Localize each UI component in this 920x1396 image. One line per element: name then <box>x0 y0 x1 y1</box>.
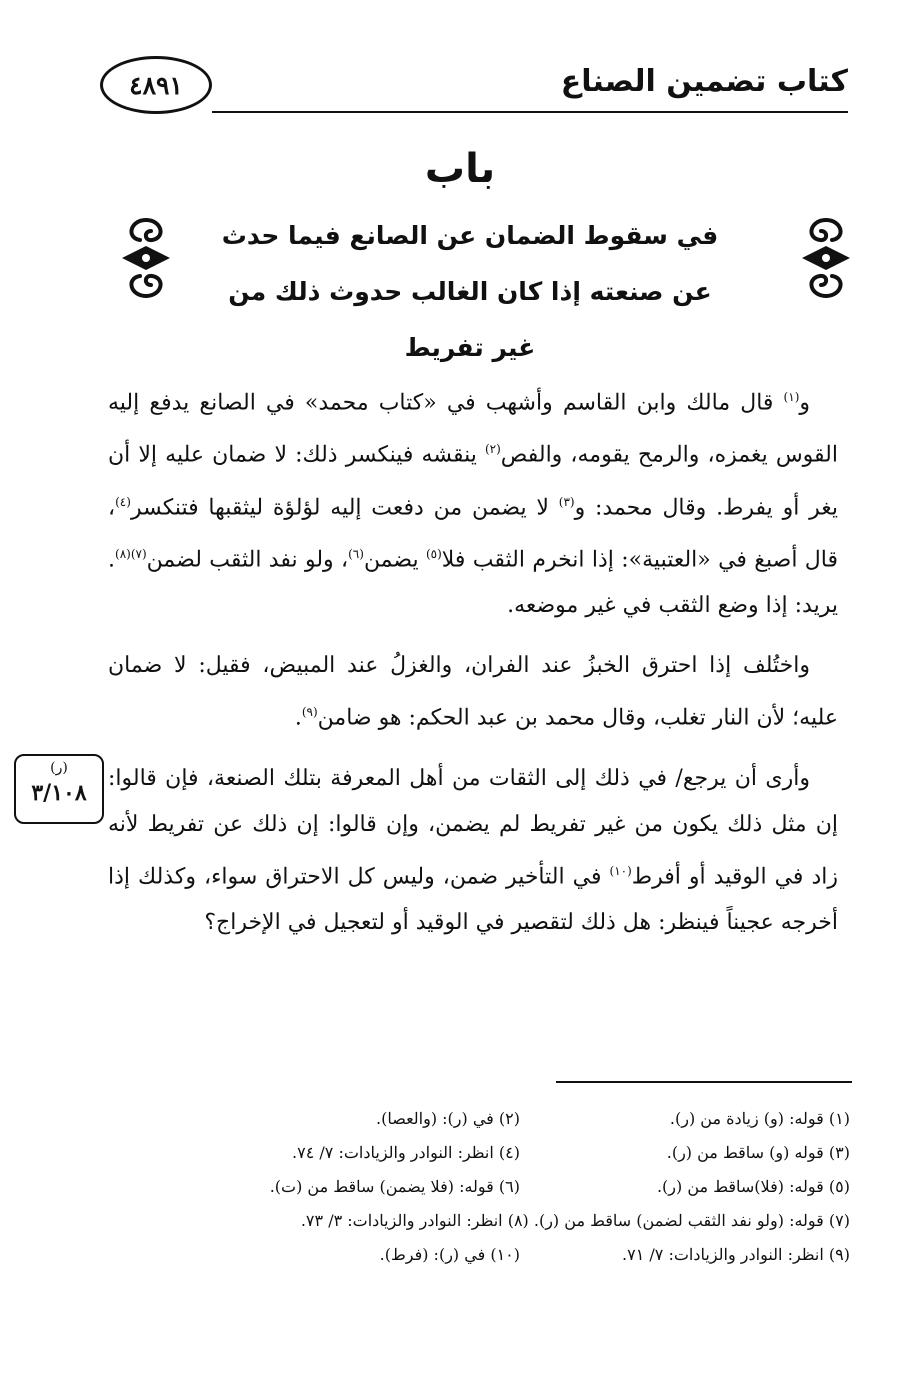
paragraph <box>108 374 838 629</box>
subtitle-line: غير تفريط <box>404 333 536 362</box>
footnote: (٢) في (ر): (والعصا). <box>375 1109 520 1128</box>
text-run: واختُلف إذا احترق الخبزُ عند الفران، والغزلُ عند المبيض، فقيل: لا ضمان عليه؛ لأن النار تغلب، وقال محمد بن عبد الحكم: هو ضامن <box>108 653 838 731</box>
footnote: (٥) قوله: (فلا)ساقط من (ر). <box>656 1177 850 1196</box>
floral-ornament-icon <box>796 216 856 300</box>
text-run: في التأخير ضمن، وليس كل الاحتراق سواء، وكذلك إذا أخرجه عجيناً فينظر: هل ذلك لتقصير في الوقيد أو لتعجيل في الإخراج؟ <box>108 863 838 935</box>
footnote-row <box>140 1172 850 1206</box>
footnote-separator <box>556 1081 852 1083</box>
manuscript-folio: ٣/١٠٨ <box>31 780 87 806</box>
floral-ornament-icon <box>116 216 176 300</box>
book-title: كتاب تضمين الصناع <box>560 64 848 99</box>
text-run: ينقشه فينكسر ذلك: لا ضمان عليه إلا أن يغر أو يفرط. وقال محمد: و <box>108 442 838 520</box>
footnote: (٧) قوله: (ولو نفد الثقب لضمن) ساقط من (ر). (٨) انظر: النوادر والزيادات: ٣/ ٧٣. <box>300 1211 850 1230</box>
text-run: ، ولو نفد الثقب لضمن <box>146 547 349 573</box>
footnote-row <box>140 1206 850 1240</box>
chapter-heading: باب <box>424 146 496 192</box>
footnote: (٤) انظر: النوادر والزيادات: ٧/ ٧٤. <box>292 1143 520 1162</box>
text-run: وأرى أن يرجع/ في ذلك إلى الثقات من أهل المعرفة بتلك الصنعة، فإن قالوا: إن مثل ذلك يكون من غير تفريط لم يضمن، وإن قالوا: إن ذلك عن تفريط لأنه زاد في الوقيد أو أفرط <box>108 765 838 889</box>
footnote-ref: (٦) <box>348 546 364 561</box>
footnote-row <box>140 1104 850 1138</box>
text-run: و <box>799 390 810 416</box>
manuscript-siglum: (ر) <box>50 760 68 776</box>
subtitle-line: في سقوط الضمان عن الصانع فيما حدث <box>221 221 719 250</box>
footnote-ref: (٩) <box>301 705 318 720</box>
paragraph <box>108 756 838 946</box>
text-run: ، قال أصبغ في «العتبية»: إذا انخرم الثقب فلا <box>108 494 838 573</box>
chapter-subtitle <box>205 208 735 376</box>
page-header <box>100 56 848 126</box>
text-run: قال مالك وابن القاسم وأشهب في «كتاب محمد» في الصانع يدفع إليه القوس يغمزه، والرمح يقومه، والفص <box>108 390 838 468</box>
manuscript-page-ref <box>14 754 104 824</box>
paragraph <box>108 643 838 741</box>
footnote-row <box>140 1240 850 1274</box>
text-run: . يريد: إذا وضع الثقب في غير موضعه. <box>108 547 838 619</box>
footnote: (٣) قوله (و) ساقط من (ر). <box>666 1143 850 1162</box>
text-run: . <box>294 705 302 731</box>
footnote: (١) قوله: (و) زيادة من (ر). <box>669 1109 850 1128</box>
footnote: (١٠) في (ر): (فرط). <box>379 1245 520 1264</box>
footnote: (٦) قوله: (فلا يضمن) ساقط من (ت). <box>269 1177 520 1196</box>
footnote-ref: (١٠) <box>609 863 632 878</box>
text-run: يضمن <box>363 547 426 573</box>
page-number: ٤٨٩١ <box>129 70 183 100</box>
footnotes <box>140 1104 850 1274</box>
main-text <box>108 374 838 960</box>
footnote: (٩) انظر: النوادر والزيادات: ٧/ ٧١. <box>622 1245 850 1264</box>
footnote-ref: (٣) <box>558 494 575 509</box>
footnote-ref: (٧)(٨) <box>115 546 147 561</box>
subtitle-line: عن صنعته إذا كان الغالب حدوث ذلك من <box>228 277 712 306</box>
page-number-badge <box>100 56 212 114</box>
header-rule <box>212 111 848 113</box>
footnote-ref: (٤) <box>115 494 131 509</box>
footnote-row <box>140 1138 850 1172</box>
text-run: لا يضمن من دفعت إليه لؤلؤة ليثقبها فتنكسر <box>130 494 559 520</box>
footnote-ref: (١) <box>783 390 800 404</box>
footnote-ref: (٢) <box>484 442 501 457</box>
footnote-ref: (٥) <box>425 546 442 561</box>
